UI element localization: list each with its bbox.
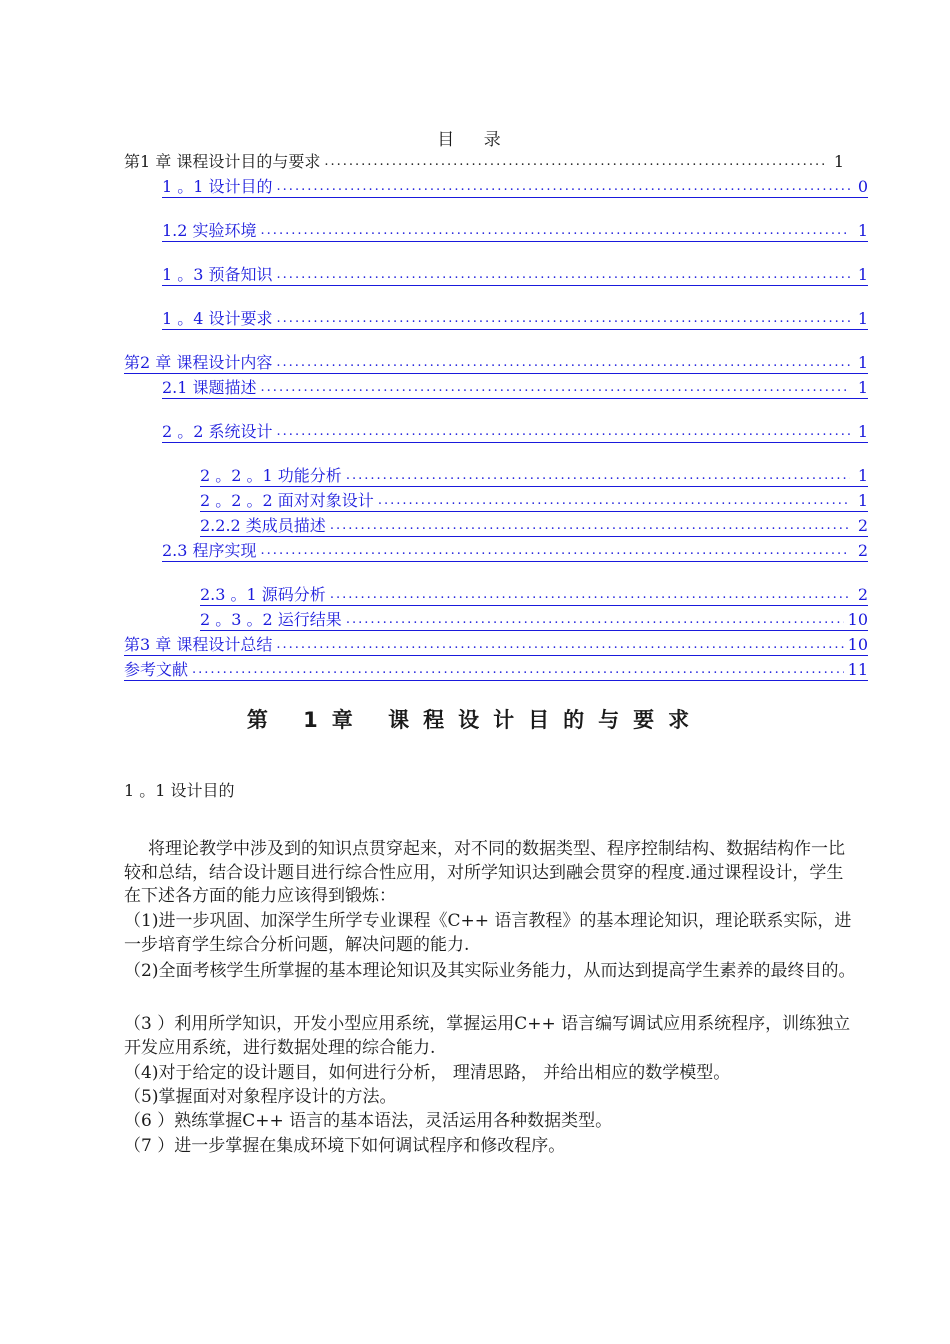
toc-entry-page: 1 bbox=[857, 265, 868, 284]
toc-title: 目 录 bbox=[437, 130, 513, 150]
toc-link-2-3-1[interactable] bbox=[200, 583, 868, 606]
toc-entry-label: 2.2.2 类成员描述 bbox=[200, 516, 326, 535]
toc-leader-dots bbox=[277, 422, 850, 442]
toc-entry-page: 1 bbox=[857, 309, 868, 328]
goal-item-4: （4)对于给定的设计题目，如何进行分析， 理清思路， 并给出相应的数学模型。 bbox=[124, 1063, 731, 1083]
goal-item-6: （6 ）熟练掌握C++ 语言的基本语法，灵活运用各种数据类型。 bbox=[124, 1111, 613, 1131]
section-heading: 1 。1 设计目的 bbox=[124, 781, 235, 800]
toc-leader-dots bbox=[277, 177, 850, 197]
toc-link-2-2-2[interactable] bbox=[200, 489, 868, 512]
toc-leader-dots bbox=[277, 309, 850, 329]
toc-link-chapter-3[interactable] bbox=[124, 633, 868, 656]
toc-entry-label: 1.2 实验环境 bbox=[162, 221, 257, 240]
toc-leader-dots bbox=[277, 265, 850, 285]
toc-leader-dots bbox=[330, 516, 850, 536]
toc-leader-dots bbox=[192, 660, 844, 680]
toc-link-2-2-1[interactable] bbox=[200, 464, 868, 487]
intro-paragraph-text: 将理论教学中涉及到的知识点贯穿起来，对不同的数据类型、程序控制结构、数据结构作一比较和总结，结合设计题目进行综合性应用，对所学知识达到融会贯穿的程度.通过课程设计，学生在下述各方面的能力应该得到锻炼： bbox=[124, 839, 845, 906]
toc-link-2-2-2-members[interactable] bbox=[200, 514, 868, 537]
toc-link-chapter-2[interactable] bbox=[124, 351, 868, 374]
toc-entry-label: 2 。3 。2 运行结果 bbox=[200, 610, 342, 629]
goal-item-5: （5)掌握面对对象程序设计的方法。 bbox=[124, 1087, 397, 1107]
toc-entry-page: 1 bbox=[857, 353, 868, 372]
toc-leader-dots bbox=[346, 466, 850, 486]
toc-entry-page: 11 bbox=[847, 660, 868, 679]
toc-entry-label: 2 。2 。1 功能分析 bbox=[200, 466, 342, 485]
toc-entry-page: 10 bbox=[847, 635, 868, 654]
toc-entry-label: 2.3 程序实现 bbox=[162, 541, 257, 560]
toc-entry-page: 2 bbox=[857, 516, 868, 535]
toc-entry-page: 1 bbox=[857, 221, 868, 240]
toc-entry-label: 第1 章 课程设计目的与要求 bbox=[124, 152, 321, 171]
toc-entry-label: 2 。2 。2 面对对象设计 bbox=[200, 491, 374, 510]
goal-item-7: （7 ）进一步掌握在集成环境下如何调试程序和修改程序。 bbox=[124, 1136, 566, 1156]
toc-link-2-1[interactable] bbox=[162, 376, 868, 399]
toc-entry-page: 1 bbox=[857, 466, 868, 485]
toc-entry-label: 1 。4 设计要求 bbox=[162, 309, 273, 328]
chapter-title: 第 1章 课程设计目的与要求 bbox=[246, 708, 704, 732]
toc-entry-label: 第2 章 课程设计内容 bbox=[124, 353, 273, 372]
toc-link-1-3[interactable] bbox=[162, 263, 868, 286]
toc-leader-dots bbox=[261, 378, 850, 398]
toc-leader-dots bbox=[330, 585, 850, 605]
toc-entry-page: 1 bbox=[833, 152, 844, 171]
toc-leader-dots bbox=[346, 610, 844, 630]
toc-entry-page: 1 bbox=[857, 422, 868, 441]
toc-link-1-1[interactable] bbox=[162, 175, 868, 198]
toc-entry-page: 0 bbox=[857, 177, 868, 196]
toc-leader-dots bbox=[261, 221, 850, 241]
toc-leader-dots bbox=[261, 541, 850, 561]
goal-item-2: （2)全面考核学生所掌握的基本理论知识及其实际业务能力，从而达到提高学生素养的最终目的。 bbox=[124, 961, 856, 981]
intro-paragraph bbox=[124, 838, 854, 909]
toc-entry-chapter-1 bbox=[124, 150, 844, 172]
toc-entry-label: 1 。3 预备知识 bbox=[162, 265, 273, 284]
toc-entry-label: 参考文献 bbox=[124, 660, 189, 679]
toc-entry-label: 2.3 。1 源码分析 bbox=[200, 585, 326, 604]
toc-entry-page: 2 bbox=[857, 541, 868, 560]
toc-link-2-3[interactable] bbox=[162, 539, 868, 562]
toc-leader-dots bbox=[324, 152, 826, 172]
toc-entry-page: 2 bbox=[857, 585, 868, 604]
toc-entry-page: 1 bbox=[857, 491, 868, 510]
toc-entry-label: 1 。1 设计目的 bbox=[162, 177, 273, 196]
goal-item-1: （1)进一步巩固、加深学生所学专业课程《C++ 语言教程》的基本理论知识，理论联系实际，进一步培育学生综合分析问题，解决问题的能力. bbox=[124, 911, 852, 955]
toc-leader-dots bbox=[276, 353, 850, 373]
toc-leader-dots bbox=[276, 635, 843, 655]
toc-entry-page: 10 bbox=[847, 610, 868, 629]
toc-link-1-4[interactable] bbox=[162, 307, 868, 330]
toc-entry-page: 1 bbox=[857, 378, 868, 397]
toc-leader-dots bbox=[378, 491, 850, 511]
toc-link-1-2[interactable] bbox=[162, 219, 868, 242]
toc-entry-label: 2.1 课题描述 bbox=[162, 378, 257, 397]
toc-entry-label: 2 。2 系统设计 bbox=[162, 422, 273, 441]
toc-entry-label: 第3 章 课程设计总结 bbox=[124, 635, 273, 654]
toc-link-references[interactable] bbox=[124, 658, 868, 681]
toc-link-2-3-2[interactable] bbox=[200, 608, 868, 631]
goal-item-3: （3 ）利用所学知识，开发小型应用系统，掌握运用C++ 语言编写调试应用系统程序，训练独立开发应用系统，进行数据处理的综合能力. bbox=[124, 1014, 851, 1058]
toc-link-2-2[interactable] bbox=[162, 420, 868, 443]
